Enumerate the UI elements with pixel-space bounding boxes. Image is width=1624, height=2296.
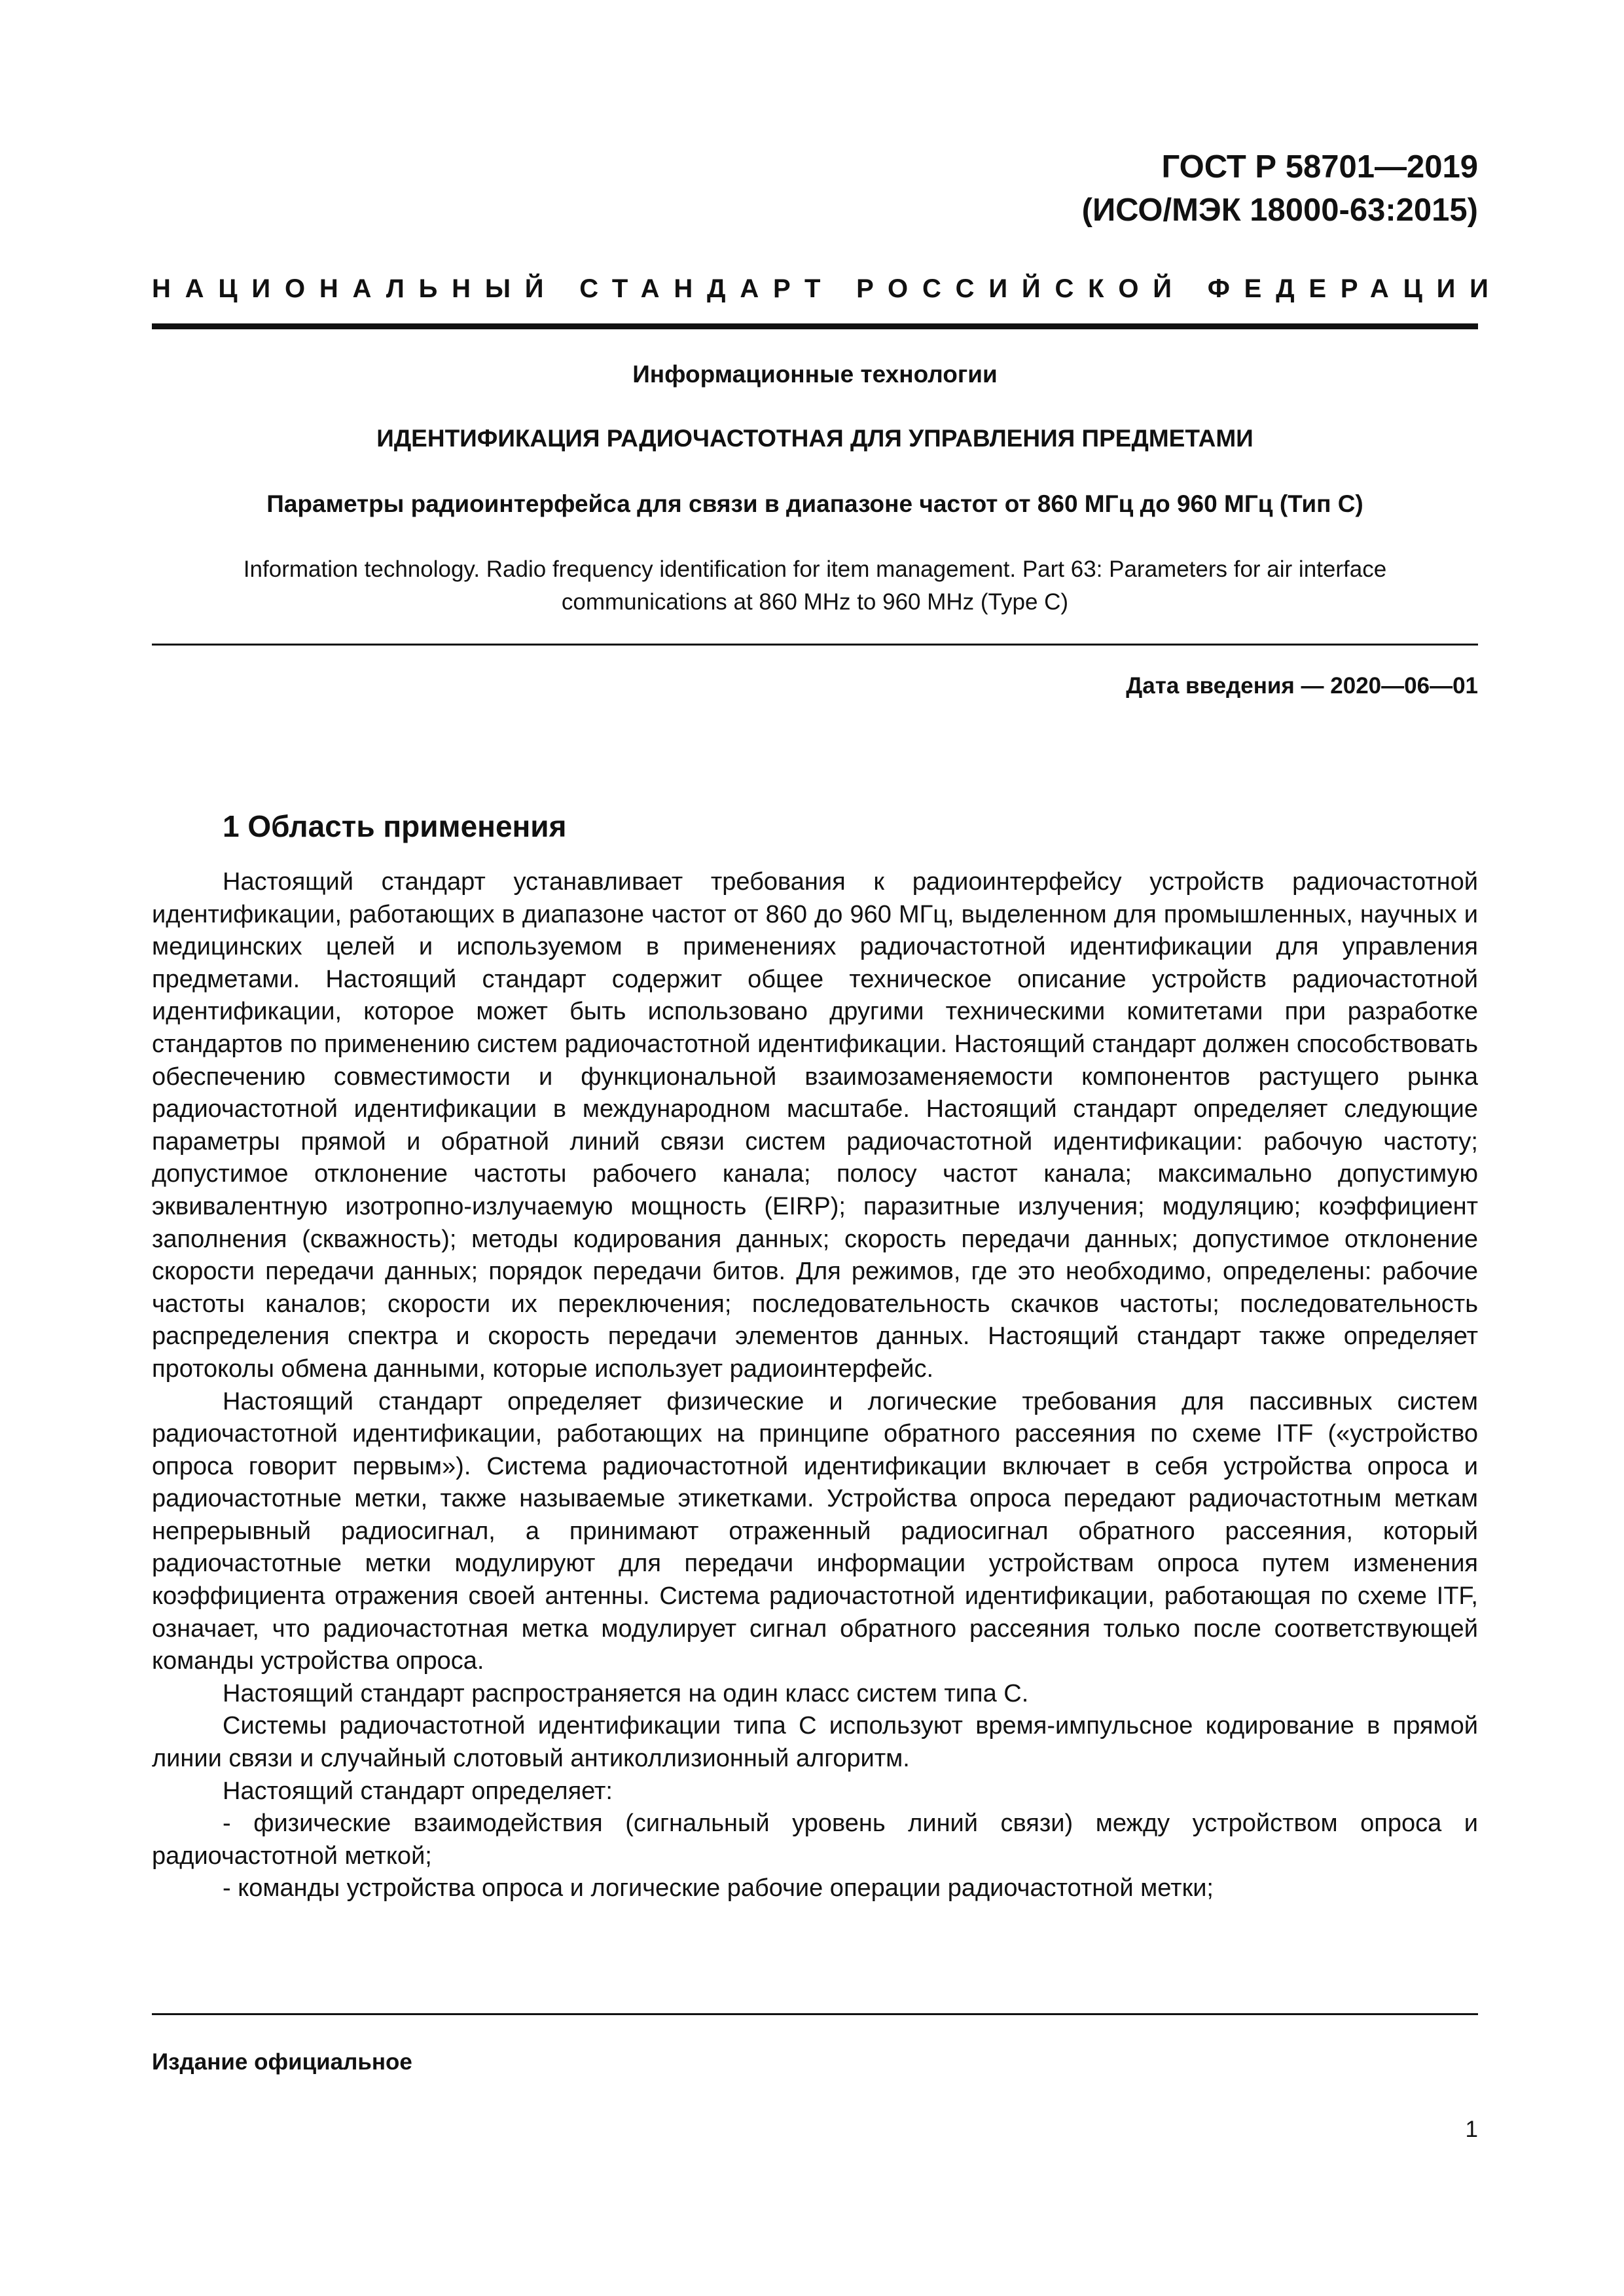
paragraph: Настоящий стандарт определяет физические и логические требования для пассивных систем радиочастотной идентификации, работающих на принципе обратного рассеяния по схеме ITF («устройство опроса говорит первым»). Система радиочастотной идентификации включает в себя устройства опроса и радиочастотные метки, также называемые этикетками. Устройства опроса передают радиочастотным меткам непрерывный радиосигнал, а принимают отраженный радиосигнал обратного рассеяния, который радиочастотные метки модулируют для передачи информации устройствам опроса путем изменения коэффициента отражения своей антенны. Система радиочастотной идентификации, работающая по схеме ITF, означает, что радиочастотная метка модулирует сигнал обратного рассеяния только после соответствующей команды устройства опроса. xyxy=(152,1387,1478,1675)
paragraph: Настоящий стандарт определяет: xyxy=(223,1777,613,1805)
list-item: - физические взаимодействия (сигнальный уровень линий связи) между устройством опроса и радиочастотной меткой; xyxy=(152,1810,1478,1870)
edition-note: Издание официальное xyxy=(152,2049,412,2075)
paragraph: Настоящий стандарт устанавливает требования к радиоинтерфейсу устройств радиочастотной идентификации, работающих в диапазоне частот от 860 до 960 МГц, выделенном для промышленных, научных и медицинских целей и используемом в применениях радиочастотной идентификации для управления предметами. Настоящий стандарт содержит общее техническое описание устройств радиочастотной идентификации, которое может быть использовано другими техническими комитетами при разработке стандартов по применению систем радиочастотной идентификации. Настоящий стандарт должен способствовать обеспечению совместимости и функциональной взаимозаменяемости компонентов растущего рынка радиочастотной идентификации в международном масштабе. Настоящий стандарт определяет следующие параметры прямой и обратной линий связи систем радиочастотной идентификации: рабочую частоту; допустимое отклонение частоты рабочего канала; полосу частот канала; максимально допустимую эквивалентную изотропно-излучаемую мощность (EIRP); паразитные излучения; модуляцию; коэффициент заполнения (скважность); методы кодирования данных; скорость передачи данных; допустимое отклонение скорости передачи данных; порядок передачи битов. Для режимов, где это необходимо, определены: рабочие частоты каналов; скорости их переключения; последовательность скачков частоты; последовательность распределения спектра и скорость передачи элементов данных. Настоящий стандарт также определяет протоколы обмена данными, которые использует радиоинтерфейс. xyxy=(152,868,1478,1383)
subject-area: Информационные технологии xyxy=(632,361,998,388)
paragraph: Настоящий стандарт распространяется на один класс систем типа С. xyxy=(223,1679,1029,1707)
list-item: - команды устройства опроса и логические рабочие операции радиочастотной метки; xyxy=(223,1874,1214,1903)
document-subtitle: Параметры радиоинтерфейса для связи в диапазоне частот от 860 МГц до 960 МГц (Тип С) xyxy=(266,490,1363,517)
paragraph: Системы радиочастотной идентификации типа С используют время-импульсное кодирование в прямой линии связи и случайный слотовый антиколлизионный алгоритм. xyxy=(152,1712,1478,1773)
header-divider xyxy=(152,323,1478,329)
national-standard-banner: НАЦИОНАЛЬНЫЙ СТАНДАРТ РОССИЙСКОЙ ФЕДЕРАЦИИ xyxy=(152,274,1503,303)
title-divider xyxy=(152,644,1478,646)
section-body xyxy=(152,866,1478,1905)
document-title: ИДЕНТИФИКАЦИЯ РАДИОЧАСТОТНАЯ ДЛЯ УПРАВЛЕНИЯ ПРЕДМЕТАМИ xyxy=(376,425,1254,452)
english-title: Information technology. Radio frequency identification for item management. Part 63: Parameters for air interface communications at 860 MHz to 960 MHz (Type C) xyxy=(243,556,1387,615)
iso-reference: (ИСО/МЭК 18000-63:2015) xyxy=(1081,192,1478,228)
section-heading: 1 Область применения xyxy=(223,809,567,843)
standard-designation xyxy=(1082,145,1478,232)
footer-divider xyxy=(152,2013,1478,2015)
introduction-date: Дата введения — 2020—06—01 xyxy=(1126,673,1478,699)
page-number: 1 xyxy=(1465,2117,1478,2142)
standard-number: ГОСТ Р 58701—2019 xyxy=(1161,149,1478,185)
